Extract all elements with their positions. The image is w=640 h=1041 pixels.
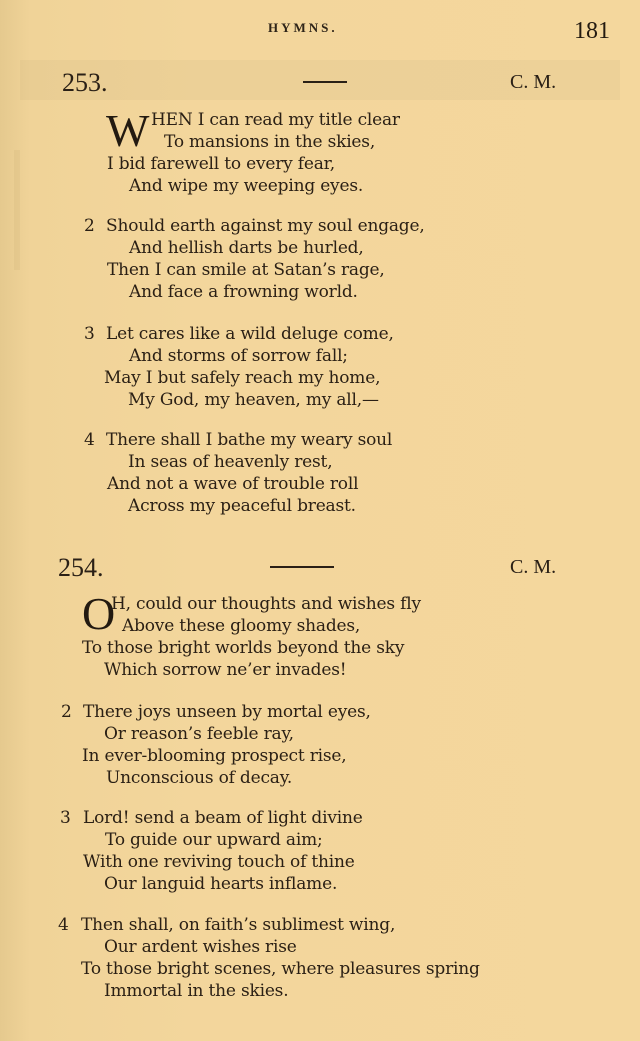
hymn-line: Unconscious of decay. (106, 768, 293, 788)
verse-number: 2 (61, 702, 72, 722)
hymn-line: Let cares like a wild deluge come, (106, 324, 394, 344)
hymn-meter: C. M. (510, 71, 557, 93)
hymn-line: Lord! send a beam of light divine (83, 808, 363, 828)
verse-number: 3 (60, 808, 71, 828)
hymn-line: And storms of sorrow fall; (129, 346, 348, 366)
verse-number: 4 (84, 430, 95, 450)
hymn-line: With one reviving touch of thine (83, 852, 355, 872)
hymn-divider-rule (303, 81, 347, 83)
hymn-line: And not a wave of trouble roll (107, 474, 359, 494)
verse-number: 3 (84, 324, 95, 344)
hymn-line: And wipe my weeping eyes. (129, 176, 364, 196)
running-head: HYMNS. (268, 20, 338, 35)
hymn-line: Immortal in the skies. (104, 981, 289, 1001)
hymn-line: To guide our upward aim; (105, 830, 323, 850)
hymn-meter: C. M. (510, 556, 557, 578)
drop-cap: O (82, 588, 116, 639)
hymn-divider-rule (270, 566, 334, 568)
hymn-line: May I but safely reach my home, (104, 368, 381, 388)
hymn-line: To mansions in the skies, (164, 132, 376, 152)
hymn-line: To those bright worlds beyond the sky (82, 638, 405, 658)
hymn-line: To those bright scenes, where pleasures spring (81, 959, 480, 979)
hymn-line: There joys unseen by mortal eyes, (83, 702, 371, 722)
page-number: 181 (574, 18, 610, 44)
hymn-line: Should earth against my soul engage, (106, 216, 425, 236)
hymn-line: And hellish darts be hurled, (129, 238, 364, 258)
hymn-line: H, could our thoughts and wishes fly (111, 594, 421, 614)
hymn-number: 253. (62, 68, 108, 97)
bleed-through-margin (14, 150, 20, 270)
hymn-line: And face a frowning world. (129, 282, 358, 302)
hymn-header-254 (0, 553, 640, 583)
hymn-line: Then shall, on faith’s sublimest wing, (81, 915, 396, 935)
hymn-line: Our ardent wishes rise (104, 937, 297, 957)
hymn-header-253 (0, 68, 640, 98)
hymn-line: HEN I can read my title clear (151, 110, 400, 130)
hymn-line: Our languid hearts inflame. (104, 874, 338, 894)
hymn-line: I bid farewell to every fear, (107, 154, 335, 174)
verse-number: 4 (58, 915, 69, 935)
verse-number: 2 (84, 216, 95, 236)
drop-cap: W (106, 105, 150, 156)
hymn-number: 254. (58, 553, 104, 582)
hymn-line: My God, my heaven, my all,— (128, 390, 379, 410)
hymn-line: In ever-blooming prospect rise, (82, 746, 347, 766)
hymn-line: Across my peaceful breast. (128, 496, 356, 516)
hymn-line: Or reason’s feeble ray, (104, 724, 294, 744)
hymn-line: Then I can smile at Satan’s rage, (107, 260, 385, 280)
hymn-line: Above these gloomy shades, (122, 616, 361, 636)
hymn-line: In seas of heavenly rest, (128, 452, 333, 472)
hymn-line: There shall I bathe my weary soul (106, 430, 393, 450)
hymn-line: Which sorrow ne’er invades! (104, 660, 347, 680)
